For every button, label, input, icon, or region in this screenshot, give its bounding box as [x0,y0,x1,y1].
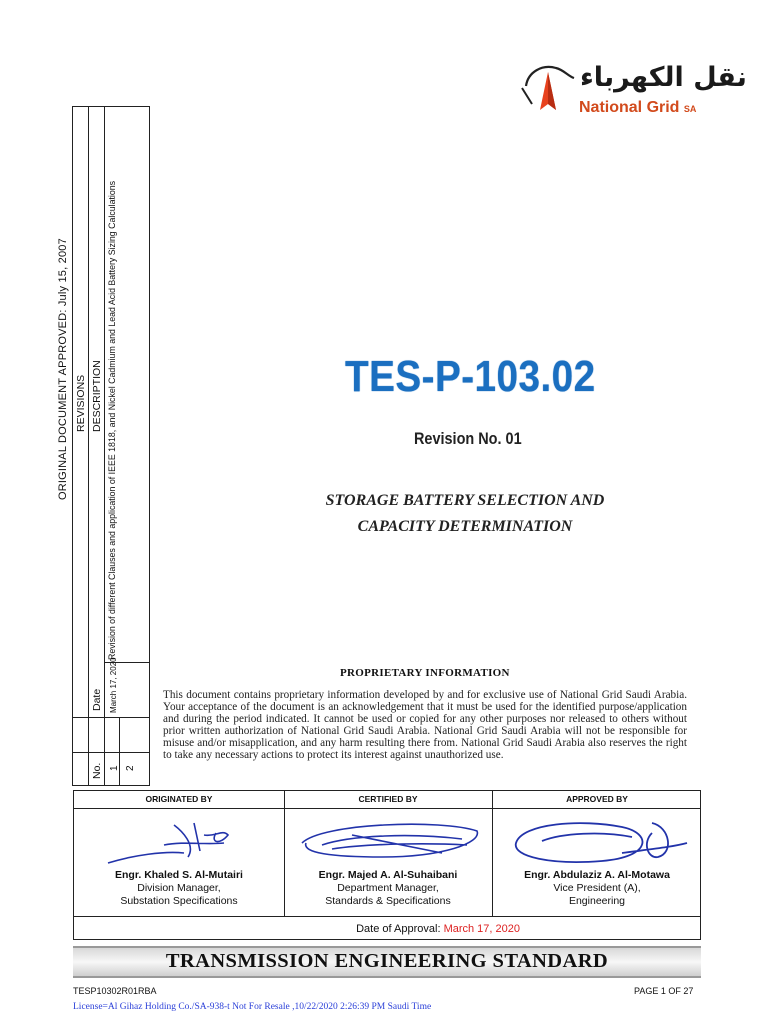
signature-approver [502,813,692,871]
certifier-block [284,869,492,908]
logo-arabic-text: نقل الكهرباء [580,62,747,93]
originated-by-header: ORIGINATED BY [145,794,213,804]
date-of-approval-value: March 17, 2020 [443,923,520,935]
description-column-header: DESCRIPTION [91,360,103,432]
certifier-role-1: Department Manager, [337,882,439,894]
date-column-header: Date [91,688,103,711]
revision-1-no: 1 [109,765,120,771]
revision-number: Revision No. 01 [414,429,522,448]
title-line-2: CAPACITY DETERMINATION [357,518,573,535]
license-line: License=Al Gihaz Holding Co./SA-938-t Not For Resale ,10/22/2020 2:26:39 PM Saudi Time [73,1002,432,1012]
original-approval-note: ORIGINAL DOCUMENT APPROVED: July 15, 2007 [57,238,69,500]
date-of-approval-label: Date of Approval: [356,923,441,935]
revision-1-description: Revision of different Clauses and application of IEEE 1818, and Nickel Cadmium and Lead Acid Battery Sizing Calculations [107,180,117,660]
logo-english-name: National Grid [579,99,680,116]
standard-banner [73,946,701,978]
title-line-1: STORAGE BATTERY SELECTION AND [325,492,605,509]
proprietary-heading: PROPRIETARY INFORMATION [340,667,510,679]
certifier-role-2: Standards & Specifications [325,895,451,907]
signature-originator [104,815,254,867]
revision-2-no: 2 [125,765,136,771]
document-code: TESP10302R01RBA [73,986,157,996]
revisions-table [72,106,150,786]
document-title [260,488,670,540]
approver-block [492,869,702,908]
national-grid-logo [518,58,747,130]
document-id: TES-P-103.02 [345,352,596,401]
certifier-name: Engr. Majed A. Al-Suhaibani [318,869,458,881]
originator-name: Engr. Khaled S. Al-Mutairi [115,869,243,881]
approver-role-1: Vice President (A), [553,882,641,894]
signature-certifier [292,813,487,868]
proprietary-body: This document contains proprietary information developed by and for exclusive use of National Grid Saudi Arabia. Your acceptance of the document is an acknowledgement that it must be used for the identified purpose/application and during the period indicated. It cannot be used or copied for any other purposes nor released to others without prior written authorization of National Grid Saudi Arabia. National Grid Saudi Arabia will not be responsible for misuse and/or misapplication, and any harm resulting there from. National Grid Saudi Arabia also reserves the right to take any necessary actions to protect its interest against unauthorized use. [163,689,687,762]
approver-role-2: Engineering [568,895,626,907]
originator-role-1: Division Manager, [137,882,221,894]
approved-by-header: APPROVED BY [566,794,628,804]
originator-role-2: Substation Specifications [120,895,238,907]
originator-block [74,869,284,908]
no-column-header: No. [91,762,103,779]
approver-name: Engr. Abdulaziz A. Al-Motawa [524,869,670,881]
national-grid-emblem-icon [518,58,582,128]
approval-table [73,790,701,940]
date-of-approval [356,923,520,935]
revisions-header: REVISIONS [75,374,87,432]
logo-english-text [579,99,696,117]
logo-english-suffix: SA [683,104,697,114]
standard-banner-text: TRANSMISSION ENGINEERING STANDARD [165,950,609,972]
revision-1-date: March 17, 2020 [109,657,118,713]
page-number: PAGE 1 OF 27 [634,986,694,996]
certified-by-header: CERTIFIED BY [358,794,418,804]
